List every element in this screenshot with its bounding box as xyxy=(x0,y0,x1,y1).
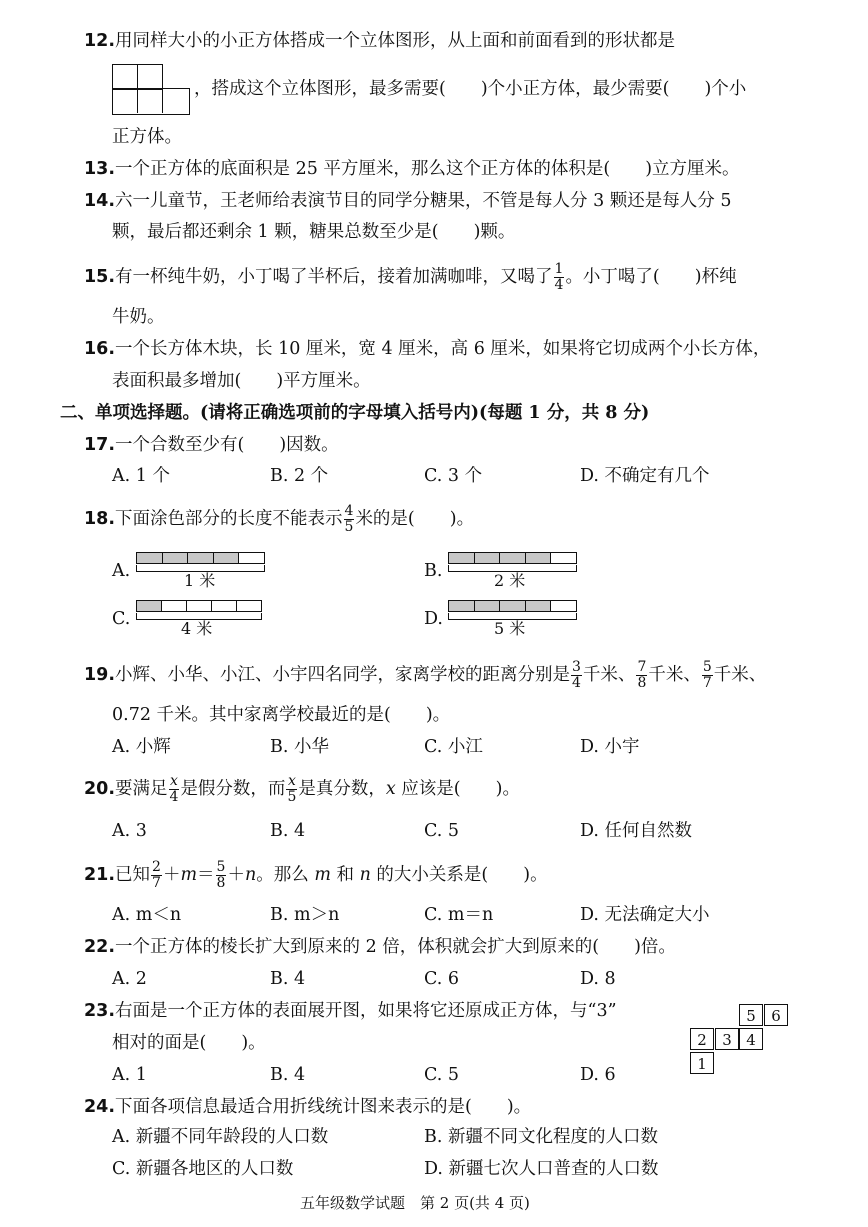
q20-f1-den: 4 xyxy=(169,789,179,805)
q22-text: 一个正方体的棱长扩大到原来的 2 倍，体积就会扩大到原来的( )倍。 xyxy=(115,937,676,957)
cube-face-6: 6 xyxy=(764,1004,788,1026)
q21-var-n: n xyxy=(244,865,257,885)
q19-option-b: B. 小华 xyxy=(270,737,329,757)
q20-text-d: 应该是( )。 xyxy=(395,779,520,799)
q20-option-d: D. 任何自然数 xyxy=(580,821,693,841)
q24-line xyxy=(84,1094,531,1120)
q19-f3-den: 7 xyxy=(702,675,712,691)
q15-text-2: 牛奶。 xyxy=(112,307,165,327)
q21-text-a: 已知 xyxy=(115,865,151,885)
q22-option-b: B. 4 xyxy=(270,969,306,989)
q20-f1-num: x xyxy=(170,773,178,789)
q22-option-d: D. 8 xyxy=(580,969,616,989)
q18-fraction xyxy=(344,504,355,535)
q18-bar-b-label: 2 米 xyxy=(494,571,526,590)
q15-number: 15. xyxy=(84,267,116,287)
q21-f2-num: 5 xyxy=(216,859,226,875)
q18-option-d-label: D. xyxy=(424,609,443,629)
q21-option-b: B. m＞n xyxy=(270,905,340,925)
q21-plus-2: ＋ xyxy=(227,865,245,885)
q14-text-1: 六一儿童节，王老师给表演节目的同学分糖果，不管是每人分 3 颗还是每人分 5 xyxy=(115,191,732,211)
q20-option-b: B. 4 xyxy=(270,821,306,841)
q17-number: 17. xyxy=(84,435,116,455)
q18-bar-d xyxy=(448,600,577,612)
q18-frac-den: 5 xyxy=(344,519,354,535)
q20-text-a: 要满足 xyxy=(115,779,168,799)
q15-line1 xyxy=(84,262,737,293)
q20-option-c: C. 5 xyxy=(424,821,460,841)
q23-option-b: B. 4 xyxy=(270,1065,306,1085)
q21-equals: ＝ xyxy=(197,865,215,885)
q19-option-d: D. 小宇 xyxy=(580,737,640,757)
q22-option-a: A. 2 xyxy=(112,969,147,989)
q19-f1-den: 4 xyxy=(572,675,581,691)
q24-option-c: C. 新疆各地区的人口数 xyxy=(112,1159,294,1179)
q23-line1 xyxy=(84,998,617,1024)
q18-option-c-label: C. xyxy=(112,609,131,629)
q18-frac-num: 4 xyxy=(344,503,354,519)
q18-number: 18. xyxy=(84,509,116,529)
cube-face-2: 2 xyxy=(690,1028,714,1050)
q21-text-e: 。那么 xyxy=(256,865,315,885)
q19-text-a: 小辉、小华、小江、小宇四名同学，家离学校的距离分别是 xyxy=(115,665,571,685)
q19-unit-1: 千米、 xyxy=(582,665,636,685)
q20-text-b: 是假分数，而 xyxy=(180,779,286,799)
q21-plus-1: ＋ xyxy=(162,865,181,885)
q18-option-b-label: B. xyxy=(424,561,443,581)
q16-number: 16. xyxy=(84,339,116,359)
q19-f1-num: 3 xyxy=(572,659,581,675)
q19-option-c: C. 小江 xyxy=(424,737,483,757)
q21-text-f: 和 xyxy=(330,865,360,885)
q18-bar-a-label: 1 米 xyxy=(184,571,216,590)
q20-line xyxy=(84,774,520,805)
q15-frac-den: 4 xyxy=(554,277,564,293)
q16-line1 xyxy=(84,336,770,362)
q21-option-c: C. m＝n xyxy=(424,905,494,925)
q15-text-b: 。小丁喝了( )杯纯 xyxy=(565,267,737,287)
q17-option-a: A. 1 个 xyxy=(112,466,170,486)
q20-number: 20. xyxy=(84,779,116,799)
q23-option-c: C. 5 xyxy=(424,1065,460,1085)
q17-option-c: C. 3 个 xyxy=(424,466,483,486)
q21-fraction-2 xyxy=(216,860,227,891)
q23-text-2: 相对的面是( )。 xyxy=(112,1033,266,1053)
cube-face-1: 1 xyxy=(690,1052,714,1074)
q18-line xyxy=(84,504,474,535)
q20-f2-num: x xyxy=(287,773,296,789)
q14-text-2: 颗，最后都还剩余 1 颗，糖果总数至少是( )颗。 xyxy=(112,222,516,242)
cube-face-3: 3 xyxy=(715,1028,739,1050)
q24-number: 24. xyxy=(84,1097,116,1117)
q19-f2-num: 7 xyxy=(637,659,647,675)
q18-option-a-label: A. xyxy=(112,561,131,581)
q12-text-2: ，搭成这个立体图形，最多需要( )个小正方体，最少需要( )个小 xyxy=(194,79,747,99)
q13-text: 一个正方体的底面积是 25 平方厘米，那么这个正方体的体积是( )立方厘米。 xyxy=(115,159,740,179)
q19-line1 xyxy=(84,660,766,691)
q18-text-a: 下面涂色部分的长度不能表示 xyxy=(115,509,343,529)
q21-option-a: A. m＜n xyxy=(112,905,182,925)
q21-f2-den: 8 xyxy=(216,875,226,891)
q21-line xyxy=(84,860,548,891)
section-2-heading: 二、单项选择题。(请将正确选项前的字母填入括号内)(每题 1 分，共 8 分) xyxy=(60,403,650,423)
q12-number: 12. xyxy=(84,31,116,51)
q23-text-1: 右面是一个正方体的表面展开图，如果将它还原成正方体，与“3” xyxy=(115,1001,617,1021)
q18-text-b: 米的是( )。 xyxy=(355,509,475,529)
q18-bar-c xyxy=(136,600,262,612)
q19-text-2: 0.72 千米。其中家离学校最近的是( )。 xyxy=(112,705,451,725)
q19-unit-2: 千米、 xyxy=(648,665,701,685)
q18-bar-c-label: 4 米 xyxy=(181,619,213,638)
q15-text-a: 有一杯纯牛奶，小丁喝了半杯后，接着加满咖啡，又喝了 xyxy=(115,267,553,287)
q19-f3-num: 5 xyxy=(702,659,712,675)
q21-option-d: D. 无法确定大小 xyxy=(580,905,710,925)
q24-option-b: B. 新疆不同文化程度的人口数 xyxy=(424,1127,658,1147)
q19-f2-den: 8 xyxy=(637,675,647,691)
q19-fraction-3 xyxy=(702,660,713,691)
q19-number: 19. xyxy=(84,665,116,685)
q20-fraction-1 xyxy=(169,774,180,805)
q19-fraction-1 xyxy=(571,660,582,691)
q12-text-3: 正方体。 xyxy=(112,127,182,147)
q18-bar-b xyxy=(448,552,577,564)
q21-text-g: 的大小关系是( )。 xyxy=(370,865,548,885)
page-footer: 五年级数学试题 第 2 页(共 4 页) xyxy=(300,1194,530,1212)
q20-option-a: A. 3 xyxy=(112,821,147,841)
q22-number: 22. xyxy=(84,937,116,957)
q23-option-d: D. 6 xyxy=(580,1065,616,1085)
q20-var-x: x xyxy=(385,779,396,799)
q16-text-2: 表面积最多增加( )平方厘米。 xyxy=(112,371,371,391)
q23-number: 23. xyxy=(84,1001,116,1021)
q19-fraction-2 xyxy=(636,660,647,691)
q20-f2-den: 5 xyxy=(287,789,297,805)
q22-line xyxy=(84,934,676,960)
q12-line1 xyxy=(84,28,675,54)
cube-face-4: 4 xyxy=(739,1028,763,1050)
q21-fraction-1 xyxy=(151,860,162,891)
q19-option-a: A. 小辉 xyxy=(112,737,171,757)
q24-option-a: A. 新疆不同年龄段的人口数 xyxy=(112,1127,329,1147)
q23-option-a: A. 1 xyxy=(112,1065,147,1085)
q15-fraction xyxy=(554,262,565,293)
q20-text-c: 是真分数， xyxy=(298,779,386,799)
q18-bar-a xyxy=(136,552,265,564)
q21-f1-den: 7 xyxy=(152,875,161,891)
q21-var-m2: m xyxy=(314,865,331,885)
q20-fraction-2 xyxy=(286,774,297,805)
q21-number: 21. xyxy=(84,865,116,885)
q22-option-c: C. 6 xyxy=(424,969,460,989)
q19-unit-3: 千米、 xyxy=(713,665,767,685)
q18-bar-d-label: 5 米 xyxy=(494,619,526,638)
q17-option-b: B. 2 个 xyxy=(270,466,329,486)
q21-var-n2: n xyxy=(359,865,371,885)
q13-line xyxy=(84,156,740,182)
q17-text: 一个合数至少有( )因数。 xyxy=(115,435,339,455)
q12-shape-grid xyxy=(112,64,190,114)
q14-line1 xyxy=(84,188,731,214)
q24-option-d: D. 新疆七次人口普查的人口数 xyxy=(424,1159,659,1179)
q21-f1-num: 2 xyxy=(152,859,161,875)
q13-number: 13. xyxy=(84,159,116,179)
q17-line xyxy=(84,432,339,458)
q16-text-1: 一个长方体木块，长 10 厘米，宽 4 厘米，高 6 厘米，如果将它切成两个小长方体， xyxy=(115,339,771,359)
q15-frac-num: 1 xyxy=(554,261,564,277)
q12-text-1: 用同样大小的小正方体搭成一个立体图形，从上面和前面看到的形状都是 xyxy=(115,31,676,51)
q14-number: 14. xyxy=(84,191,116,211)
cube-face-5: 5 xyxy=(739,1004,763,1026)
q24-text: 下面各项信息最适合用折线统计图来表示的是( )。 xyxy=(115,1097,532,1117)
q17-option-d: D. 不确定有几个 xyxy=(580,466,710,486)
q21-var-m: m xyxy=(180,865,198,885)
